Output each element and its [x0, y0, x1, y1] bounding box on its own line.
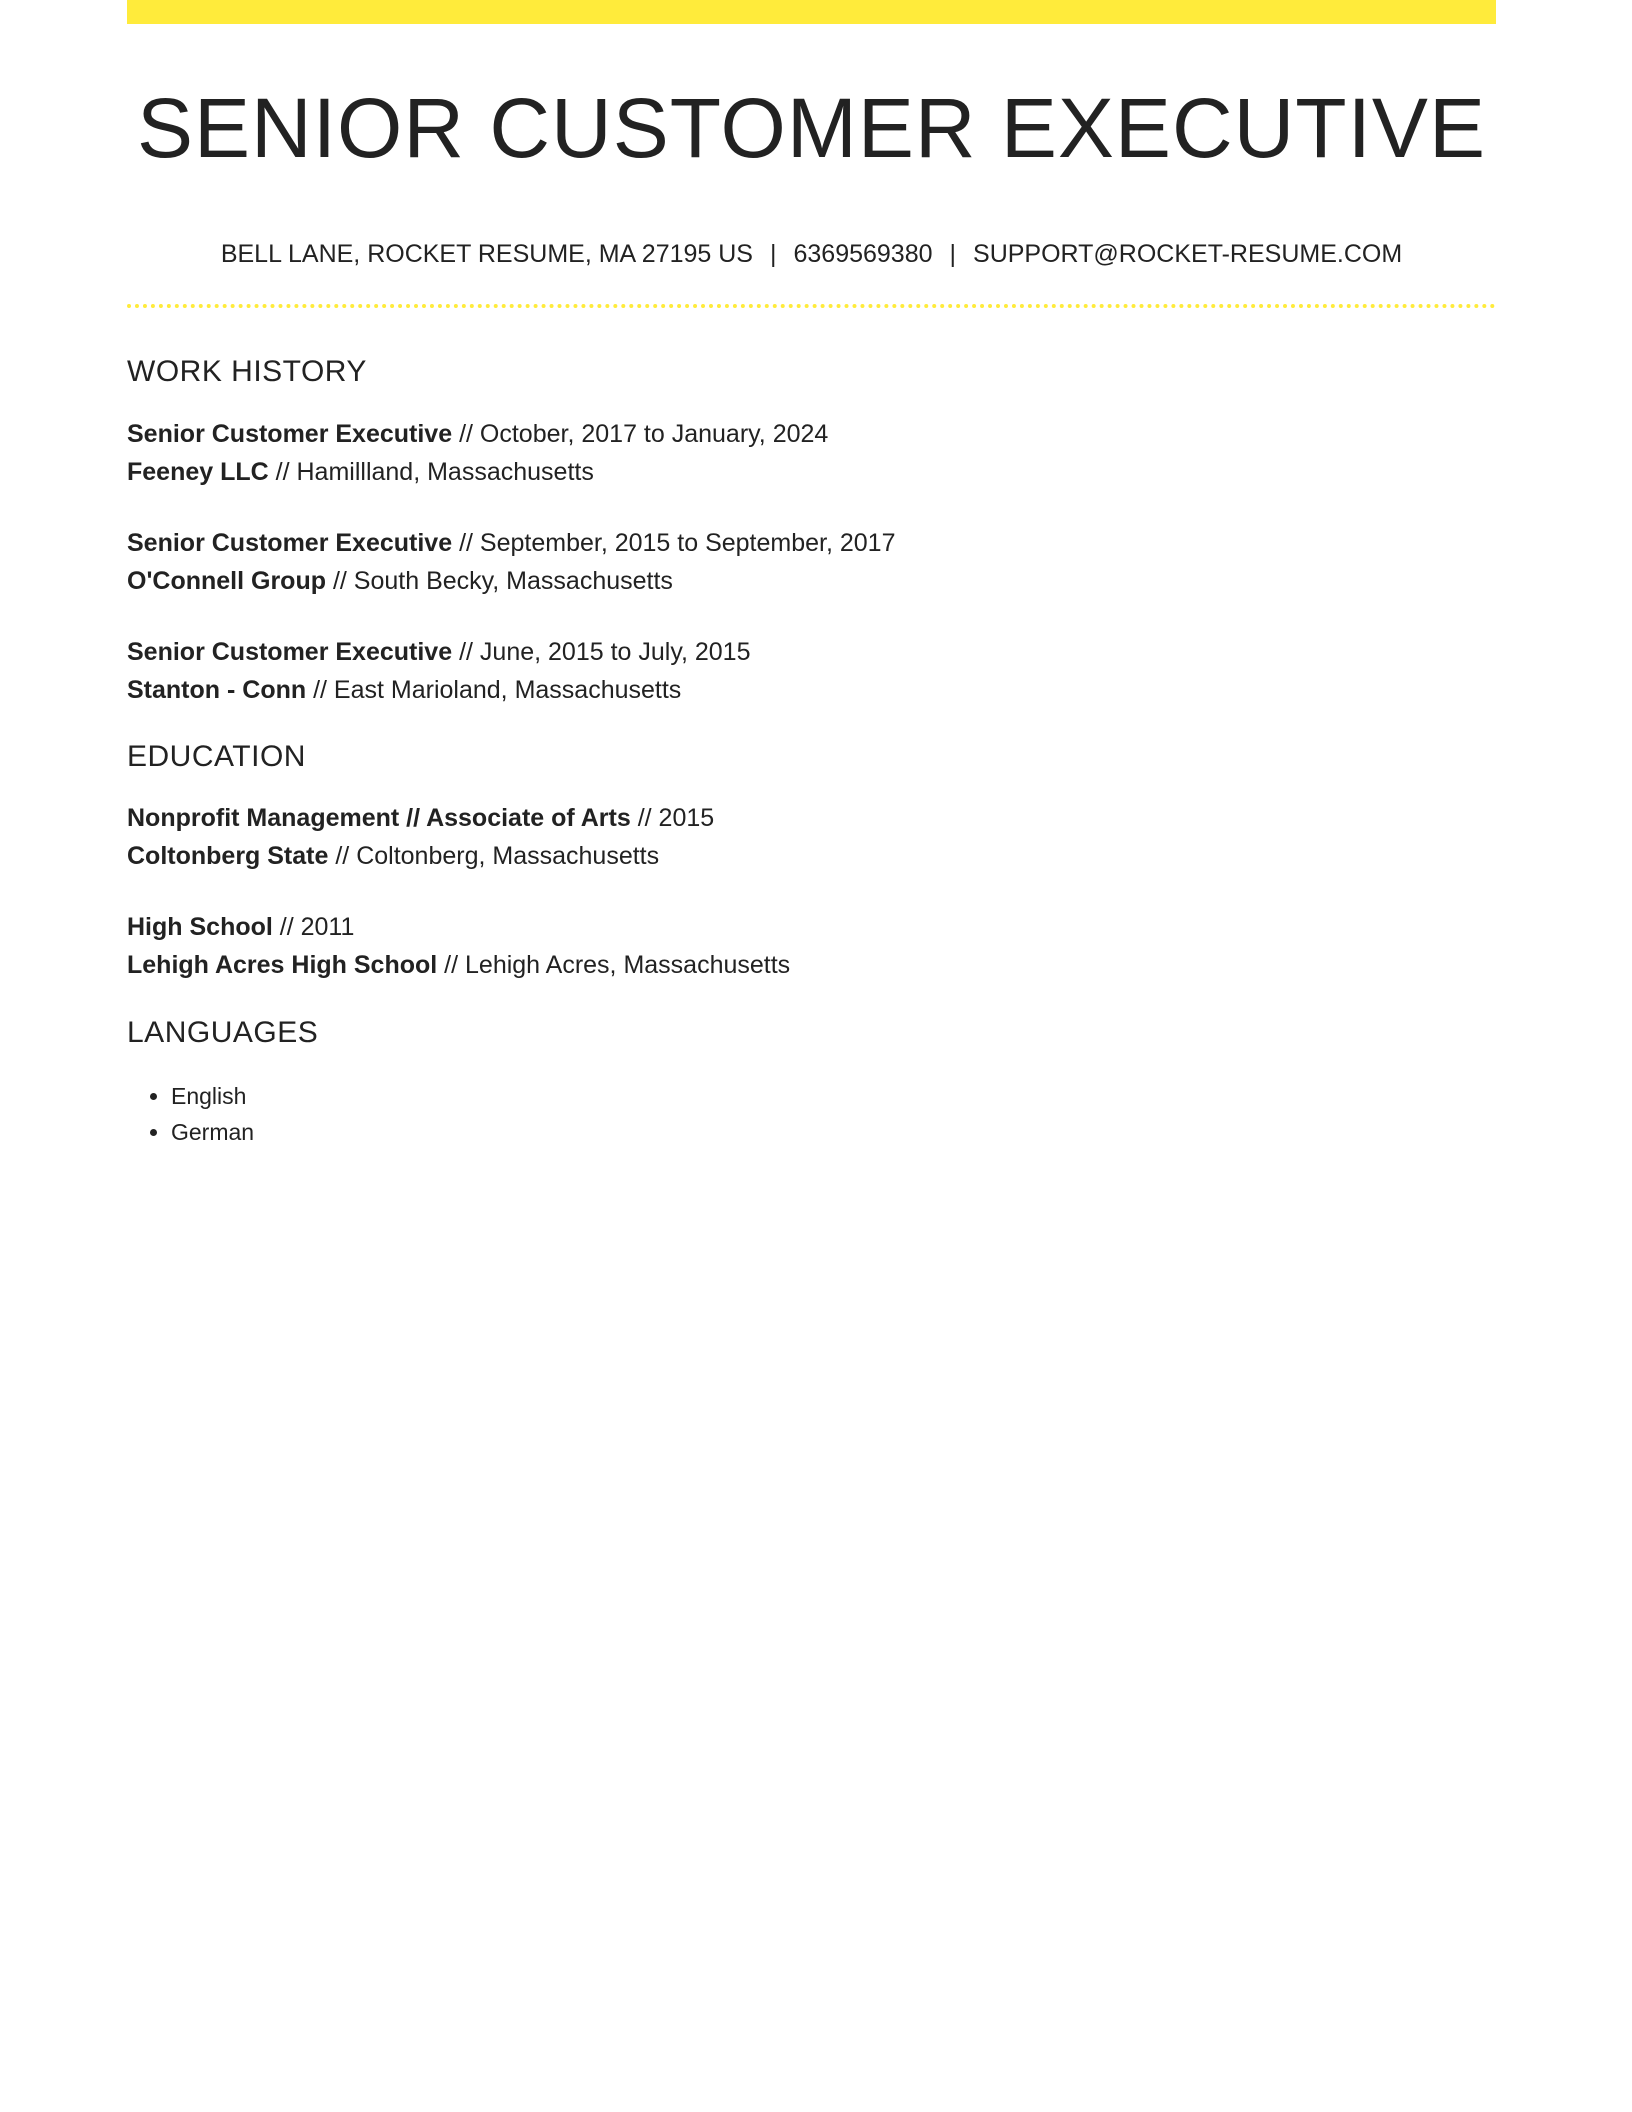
- contact-line: [127, 234, 1496, 274]
- work-entry-2-location: // South Becky, Massachusetts: [332, 567, 673, 595]
- education-entry-1-degree-line: [127, 800, 714, 836]
- languages-title: LANGUAGES: [127, 1016, 319, 1049]
- work-entry-3-location: // East Marioland, Massachusetts: [313, 676, 682, 704]
- work-entry-2-role-line: [127, 525, 896, 561]
- work-entry-2-role: Senior Customer Executive: [127, 529, 453, 557]
- accent-top-bar: [127, 0, 1496, 24]
- education-entry-2-location: // Lehigh Acres, Massachusetts: [444, 951, 791, 979]
- education-entry-1-location: // Coltonberg, Massachusetts: [335, 842, 660, 870]
- work-entry-1-company: Feeney LLC: [127, 458, 269, 486]
- work-entry-2-dates: // September, 2015 to September, 2017: [459, 529, 896, 557]
- work-history-title: WORK HISTORY: [127, 355, 367, 388]
- work-entry-3-company-line: [127, 672, 681, 708]
- work-entry-2-company-line: [127, 563, 673, 599]
- work-entry-3-dates: // June, 2015 to July, 2015: [459, 638, 751, 666]
- education-entry-1-school-line: [127, 838, 659, 874]
- education-entry-1-degree: Nonprofit Management // Associate of Arts: [127, 804, 631, 832]
- work-entry-1-location: // Hamillland, Massachusetts: [275, 458, 594, 486]
- work-entry-3-role-line: [127, 634, 750, 670]
- language-item: • German: [171, 1114, 254, 1150]
- work-entry-3-company: Stanton - Conn: [127, 676, 307, 704]
- work-entry-1-dates: // October, 2017 to January, 2024: [459, 420, 829, 448]
- work-entry-1-company-line: [127, 454, 594, 490]
- education-entry-2-school: Lehigh Acres High School: [127, 951, 438, 979]
- work-entry-3-role: Senior Customer Executive: [127, 638, 453, 666]
- contact-email: SUPPORT@ROCKET-RESUME.COM: [973, 240, 1403, 268]
- language-item: • English: [171, 1078, 254, 1114]
- education-entry-2-year: // 2011: [279, 913, 355, 941]
- education-entry-2-school-line: [127, 947, 790, 983]
- work-entry-1-role: Senior Customer Executive: [127, 420, 453, 448]
- contact-phone: 6369569380: [793, 240, 933, 268]
- header-divider: [127, 304, 1496, 308]
- education-entry-1-school: Coltonberg State: [127, 842, 329, 870]
- contact-address: BELL LANE, ROCKET RESUME, MA 27195 US: [220, 240, 753, 268]
- contact-separator: |: [949, 240, 957, 268]
- resume-name-heading: SENIOR CUSTOMER EXECUTIVE: [137, 81, 1486, 175]
- education-entry-2-degree: High School: [127, 913, 273, 941]
- work-entry-2-company: O'Connell Group: [127, 567, 326, 595]
- contact-separator: |: [769, 240, 777, 268]
- work-entry-1-role-line: [127, 416, 828, 452]
- education-entry-1-year: // 2015: [637, 804, 715, 832]
- languages-list: [127, 1078, 254, 1150]
- education-entry-2-degree-line: [127, 909, 354, 945]
- education-title: EDUCATION: [127, 740, 306, 773]
